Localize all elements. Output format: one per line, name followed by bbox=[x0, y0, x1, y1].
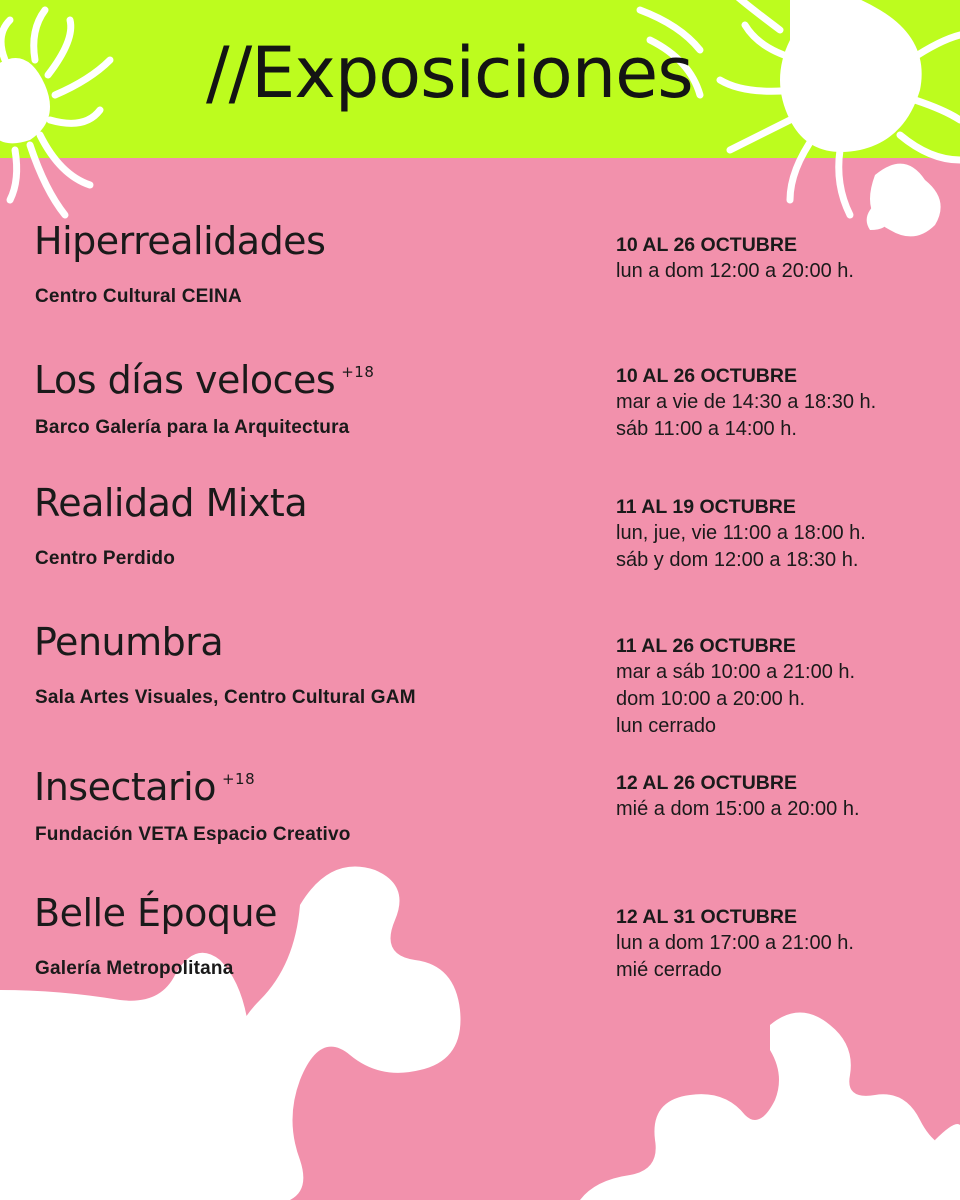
event-hours-line: dom 10:00 a 20:00 h. bbox=[616, 688, 806, 710]
event-name bbox=[34, 890, 277, 936]
event-venue: Fundación VETA Espacio Creativo bbox=[35, 824, 351, 845]
event-name bbox=[34, 218, 325, 264]
event-name bbox=[34, 619, 223, 665]
event-venue: Centro Perdido bbox=[35, 548, 176, 569]
event-dates: 11 AL 26 OCTUBRE bbox=[616, 635, 796, 657]
event-venue: Galería Metropolitana bbox=[35, 958, 234, 979]
event-dates: 11 AL 19 OCTUBRE bbox=[616, 496, 796, 518]
event-venue: Centro Cultural CEINA bbox=[35, 286, 242, 307]
event-hours bbox=[616, 520, 866, 574]
event-hours-line: sáb 11:00 a 14:00 h. bbox=[616, 418, 797, 440]
event-name-text: Realidad Mixta bbox=[34, 481, 308, 525]
event-dates: 10 AL 26 OCTUBRE bbox=[616, 365, 797, 387]
event-hours bbox=[616, 659, 855, 740]
event-hours-line: lun a dom 12:00 a 20:00 h. bbox=[616, 260, 854, 282]
event-hours bbox=[616, 258, 854, 285]
event-dates: 12 AL 26 OCTUBRE bbox=[616, 772, 797, 794]
event-name-text: Insectario bbox=[34, 765, 216, 809]
event-hours-line: mié a dom 15:00 a 20:00 h. bbox=[616, 798, 860, 820]
age-rating-badge: +18 bbox=[221, 770, 256, 788]
event-dates: 10 AL 26 OCTUBRE bbox=[616, 234, 797, 256]
anemone-top-left-icon bbox=[0, 10, 110, 215]
event-name-text: Hiperrealidades bbox=[34, 219, 326, 263]
event-hours-line: lun a dom 17:00 a 21:00 h. bbox=[616, 932, 854, 954]
event-name bbox=[34, 756, 255, 810]
page-title: //Exposiciones bbox=[206, 32, 693, 114]
event-hours bbox=[616, 796, 860, 823]
event-name-text: Los días veloces bbox=[34, 358, 336, 402]
event-name-text: Penumbra bbox=[34, 620, 224, 664]
event-name-text: Belle Époque bbox=[34, 891, 277, 935]
event-hours-line: lun cerrado bbox=[616, 715, 717, 737]
event-name bbox=[34, 480, 307, 526]
event-hours-line: lun, jue, vie 11:00 a 18:00 h. bbox=[616, 522, 866, 544]
event-hours bbox=[616, 930, 854, 984]
event-venue: Barco Galería para la Arquitectura bbox=[35, 417, 350, 438]
event-venue: Sala Artes Visuales, Centro Cultural GAM bbox=[35, 687, 416, 708]
event-hours-line: sáb y dom 12:00 a 18:30 h. bbox=[616, 549, 859, 571]
age-rating-badge: +18 bbox=[341, 363, 375, 381]
blob-bottom-right-icon bbox=[580, 1013, 960, 1200]
event-hours-line: mié cerrado bbox=[616, 959, 722, 981]
event-hours bbox=[616, 389, 876, 443]
event-dates: 12 AL 31 OCTUBRE bbox=[616, 906, 797, 928]
event-hours-line: mar a sáb 10:00 a 21:00 h. bbox=[616, 661, 856, 683]
event-name bbox=[34, 349, 374, 403]
event-hours-line: mar a vie de 14:30 a 18:30 h. bbox=[616, 391, 877, 413]
